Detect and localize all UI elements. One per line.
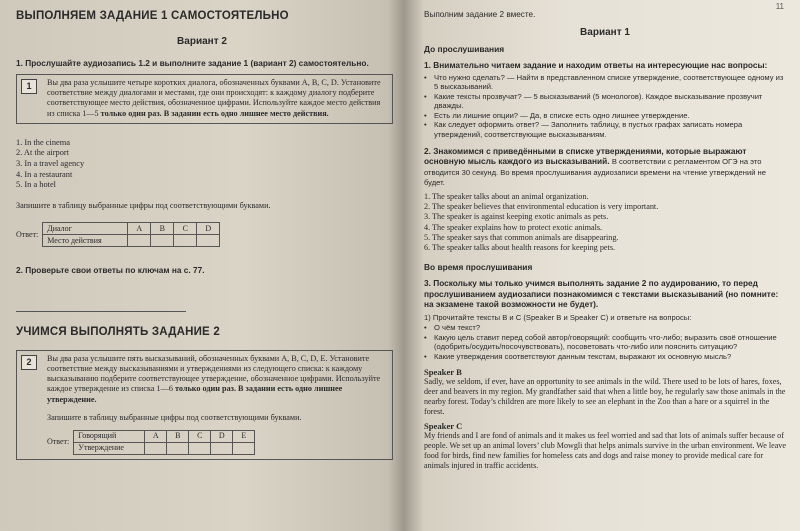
speaker-b-title: Speaker B	[424, 366, 462, 377]
table1-instruction: Запишите в таблицу выбранные цифры под соответствующими буквами.	[16, 200, 271, 210]
task1-box	[16, 74, 393, 124]
table-col-header: E	[233, 431, 255, 443]
answer-cell[interactable]	[151, 234, 174, 246]
page-number: 11	[775, 2, 784, 11]
question2	[424, 146, 786, 188]
task-number-badge: 2	[21, 355, 37, 370]
answer-cell[interactable]	[128, 234, 151, 246]
question2-text: В соответствии с регламентом ОГЭ на это отводится 30 секунд. Во время прослушивания аудиозаписи времени на чтение утверждений не будет.	[424, 157, 766, 188]
answer-cell[interactable]	[211, 443, 233, 455]
table-col-header: C	[174, 222, 197, 234]
variant-title: Вариант 1	[580, 27, 630, 38]
answer-cell[interactable]	[174, 234, 197, 246]
question3-sub: 1) Прочитайте тексты В и С (Speaker В и Speaker С) и ответьте на вопросы:	[424, 312, 692, 322]
answer2-block	[47, 430, 387, 455]
speaker-c-title: Speaker C	[424, 420, 463, 431]
task2-text: Вы два раза услышите пять высказываний, обозначенных буквами А, В, С, D, Е. Установите соответствие между высказываниями и утверждениями из следующего списка: к каждому высказыванию подберите соответствующее утверждение, обозначенное цифрами. Используйте каждое утверждение из списка 1—6	[47, 353, 381, 394]
table-col-header: D	[197, 222, 220, 234]
before-listening-heading: До прослушивания	[424, 44, 505, 54]
table-col-header: D	[211, 431, 233, 443]
question1-bullets	[424, 73, 786, 140]
variant-title: Вариант 2	[177, 36, 227, 47]
question3: 3. Поскольку мы только учимся выполнять задание 2 по аудированию, то перед прослушиванием аудиозаписи познакомимся с текстами высказываний (но помните: на экзамене такой возможности не будет).	[424, 278, 779, 310]
answer-cell[interactable]	[145, 443, 167, 455]
answer-label: Ответ:	[16, 229, 39, 239]
table-col-header: A	[145, 431, 167, 443]
answer-cell[interactable]	[233, 443, 255, 455]
answer-cell[interactable]	[197, 234, 220, 246]
list-item: • Какие утверждения соответствуют данным текстам, выражают их основную мысль?	[424, 352, 786, 362]
task-number-badge: 1	[21, 79, 37, 94]
list-item: 2. At the airport	[16, 148, 70, 158]
answer-table-2	[73, 430, 255, 455]
list-item: 5. In a hotel	[16, 180, 57, 190]
list-item: 6. The speaker talks about health reasons for keeping pets.	[424, 242, 616, 252]
divider	[16, 311, 186, 312]
list-item: 3. In a travel agency	[16, 159, 85, 168]
task1-instruction: 1. Прослушайте аудиозапись 1.2 и выполните задание 1 (вариант 2) самостоятельно.	[16, 58, 369, 68]
list-item: • Что нужно сделать? — Найти в представленном списке утверждение, соответствующее одному из 5 высказываний.	[424, 73, 786, 92]
list-item: 4. In a restaurant	[16, 169, 73, 179]
answer-cell[interactable]	[189, 443, 211, 455]
statements-list	[424, 192, 786, 253]
table-col-header: A	[128, 222, 151, 234]
intro-text: Выполним задание 2 вместе.	[424, 10, 536, 19]
speaker-b-text: Sadly, we seldom, if ever, have an opportunity to see animals in the wild. There used to be lots of hares, foxes, deer and beavers in my region. My grandfather said that when a little boy, he regularly saw those animals in the nearby forest. Today’s children are more likely to see an elephant in the Zoo than a hare or a squirrel in the forest.	[424, 376, 786, 416]
list-item: • Есть ли лишние опции? — Да, в списке есть одно лишнее утверждение.	[424, 111, 786, 121]
section-title: ВЫПОЛНЯЕМ ЗАДАНИЕ 1 САМОСТОЯТЕЛЬНО	[16, 10, 289, 22]
answer-cell[interactable]	[167, 443, 189, 455]
list-item: • Какую цель ставит перед собой автор/говорящий: сообщить что-либо; выразить своё отношение (одобрить/осудить/посочувствовать), посоветовать что-либо или пояснить ситуацию?	[424, 333, 786, 352]
list-item: 3. The speaker is against keeping exotic animals as pets.	[424, 212, 609, 222]
question2-bold: 2. Знакомимся с приведёнными в списке утверждениями, которые выражают основную мысль каждого из высказываний.	[424, 145, 747, 167]
table2-instruction: Запишите в таблицу выбранные цифры под соответствующими буквами.	[47, 412, 302, 422]
answer-label: Ответ:	[47, 437, 70, 447]
list-item: 5. The speaker says that common animals are disappearing.	[424, 232, 619, 242]
table-header-speaker: Говорящий	[74, 431, 145, 443]
answer-table-1	[42, 222, 220, 247]
question1: 1. Внимательно читаем задание и находим ответы на интересующие нас вопросы:	[424, 60, 768, 70]
list-item: • Какие тексты прозвучат? — 5 высказываний (5 монологов). Каждое высказывание прозвучит дважды.	[424, 92, 786, 111]
speaker-c-text: My friends and I are fond of animals and it makes us feel worried and sad that lots of animals suffer because of people. We set up an animal lovers’ club Mowgli that helps animals survive in the urban environment. We leave food for birds, find new families for homeless cats and dogs and raise money to provide medical care for animals injured in traffic accidents.	[424, 430, 786, 470]
list-item: 1. The speaker talks about an animal organization.	[424, 191, 589, 201]
list-item: • О чём текст?	[424, 323, 786, 333]
task2-bold-text: только один раз. В задании есть одно лишнее утверждение.	[47, 384, 343, 404]
during-listening-heading: Во время прослушивания	[424, 262, 533, 273]
check-answers-text: 2. Проверьте свои ответы по ключам на с. 77.	[16, 264, 205, 275]
task2-box	[16, 350, 393, 460]
list-item: 4. The speaker explains how to protect exotic animals.	[424, 222, 603, 232]
table-col-header: C	[189, 431, 211, 443]
table-header-place: Место действия	[43, 234, 128, 246]
question3-bullets	[424, 323, 786, 361]
table-col-header: B	[167, 431, 189, 443]
right-page	[404, 0, 800, 531]
task1-text: Вы два раза услышите четыре коротких диалога, обозначенных буквами А, В, С, D. Установите соответствие между диалогами и местами, где они происходят: к каждому диалогу подберите соответствующее место действия, обозначенное цифрами. Используйте каждое место действия из списка 1—5	[47, 78, 381, 118]
table-header-statement: Утверждение	[74, 443, 145, 455]
list-item: • Как следует оформить ответ? — Заполнить таблицу, в пустых графах записать номера утверждений, соответствующие высказываниям.	[424, 120, 786, 139]
task1-bold-text: только один раз. В задании есть одно лишнее место действия.	[100, 108, 329, 118]
answer1-block	[16, 222, 388, 247]
table-col-header: B	[151, 222, 174, 234]
list-item: 2. The speaker believes that environmental education is very important.	[424, 202, 659, 212]
table-header-dialog: Диалог	[43, 222, 128, 234]
section2-title: УЧИМСЯ ВЫПОЛНЯТЬ ЗАДАНИЕ 2	[16, 325, 220, 338]
places-list	[16, 138, 388, 191]
list-item: 1. In the cinema	[16, 137, 70, 147]
